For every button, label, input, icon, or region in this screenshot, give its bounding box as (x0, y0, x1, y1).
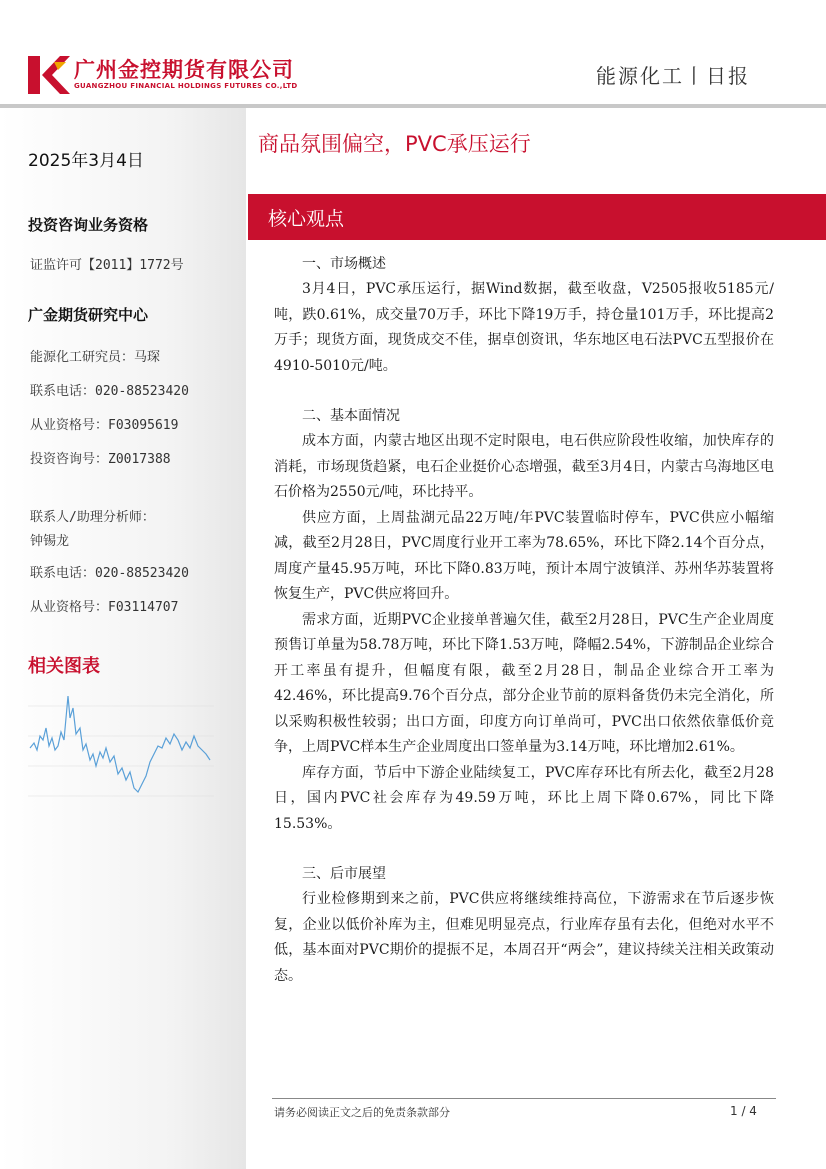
footer-divider (272, 1098, 776, 1099)
researcher: 能源化工研究员：马琛 (30, 350, 161, 365)
page-number: 1 / 4 (730, 1104, 757, 1118)
contact-name: 钟锡龙 (30, 534, 70, 549)
demand-paragraph: 需求方面，近期PVC企业接单普遍欠佳，截至2月28日，PVC生产企业周度预售订单量为58.78万吨，环比下降1.53万吨，降幅2.54%，下游制品企业综合开工率虽有提升，但幅度有限，截至2月28日，制品企业综合开工率为42.46%，环比提高9.76个百分点，部分企业节前的原料备货仍未完全消化，所以采购积极性较弱；出口方面，印度方向订单尚可，PVC出口依然依靠低价竞争，上周PVC样本生产企业周度出口签单量为3.14万吨，环比增加2.61%。 (274, 611, 774, 755)
related-chart-title: 相关图表 (28, 656, 100, 677)
core-view-banner (248, 194, 826, 240)
researcher-phone: 联系电话：020-88523420 (30, 384, 189, 399)
core-view-label: 核心观点 (268, 208, 345, 230)
researcher-consult: 投资咨询号：Z0017388 (30, 452, 171, 467)
company-name: 广州金控期货有限公司 (74, 58, 294, 82)
contact-cert: 从业资格号：F03114707 (30, 600, 179, 615)
contact-label: 联系人/助理分析师： (30, 510, 155, 525)
section-1-title: 一、市场概述 (302, 256, 386, 272)
outlook-paragraph: 行业检修期到来之前，PVC供应将继续维持高位，下游需求在节后逐步恢复，企业以低价补库为主，但难见明显亮点，行业库存虽有去化，但绝对水平不低，基本面对PVC期价的提振不足，本周召开“两会”，建议持续关注相关政策动态。 (274, 891, 774, 984)
research-center-title: 广金期货研究中心 (28, 306, 149, 324)
researcher-cert: 从业资格号：F03095619 (30, 418, 179, 433)
license-number: 证监许可【2011】1772号 (30, 258, 184, 273)
supply-paragraph: 供应方面，上周盐湖元品22万吨/年PVC装置临时停车，PVC供应小幅缩减，截至2月28日，PVC周度行业开工率为78.65%，环比下降2.14个百分点，周度产量45.95万吨，环比下降0.83万吨，预计本周宁波镇洋、苏州华苏装置将恢复生产，PVC供应将回升。 (274, 509, 774, 602)
disclaimer-note: 请务必阅读正文之后的免责条款部分 (274, 1106, 450, 1119)
company-logo-icon (26, 52, 70, 98)
company-name-en: GUANGZHOU FINANCIAL HOLDINGS FUTURES CO.,LTD (74, 82, 298, 90)
report-body (274, 252, 774, 989)
contact-phone: 联系电话：020-88523420 (30, 566, 189, 581)
report-date: 2025年3月4日 (28, 151, 144, 171)
section-1-paragraph: 3月4日，PVC承压运行，据Wind数据，截至收盘，V2505报收5185元/吨，跌0.61%，成交量70万手，环比下降19万手，持仓量101万手，环比提高2万手；现货方面，现货成交不佳，据卓创资讯，华东地区电石法PVC五型报价在4910-5010元/吨。 (274, 281, 774, 374)
report-title: 商品氛围偏空，PVC承压运行 (258, 132, 531, 156)
section-2-title: 二、基本面情况 (302, 408, 400, 424)
inventory-paragraph: 库存方面，节后中下游企业陆续复工，PVC库存环比有所去化，截至2月28日，国内PVC社会库存为49.59万吨，环比上周下降0.67%，同比下降15.53%。 (274, 764, 774, 832)
qualification-title: 投资咨询业务资格 (28, 216, 149, 234)
report-type: 能源化工丨日报 (596, 64, 750, 88)
cost-paragraph: 成本方面，内蒙古地区出现不定时限电，电石供应阶段性收缩，加快库存的消耗，市场现货趋紧，电石企业挺价心态增强，截至3月4日，内蒙古乌海地区电石价格为2550元/吨，环比持平。 (274, 433, 774, 500)
section-3-title: 三、后市展望 (302, 866, 386, 882)
related-price-chart (28, 688, 214, 808)
page-header (0, 0, 826, 112)
